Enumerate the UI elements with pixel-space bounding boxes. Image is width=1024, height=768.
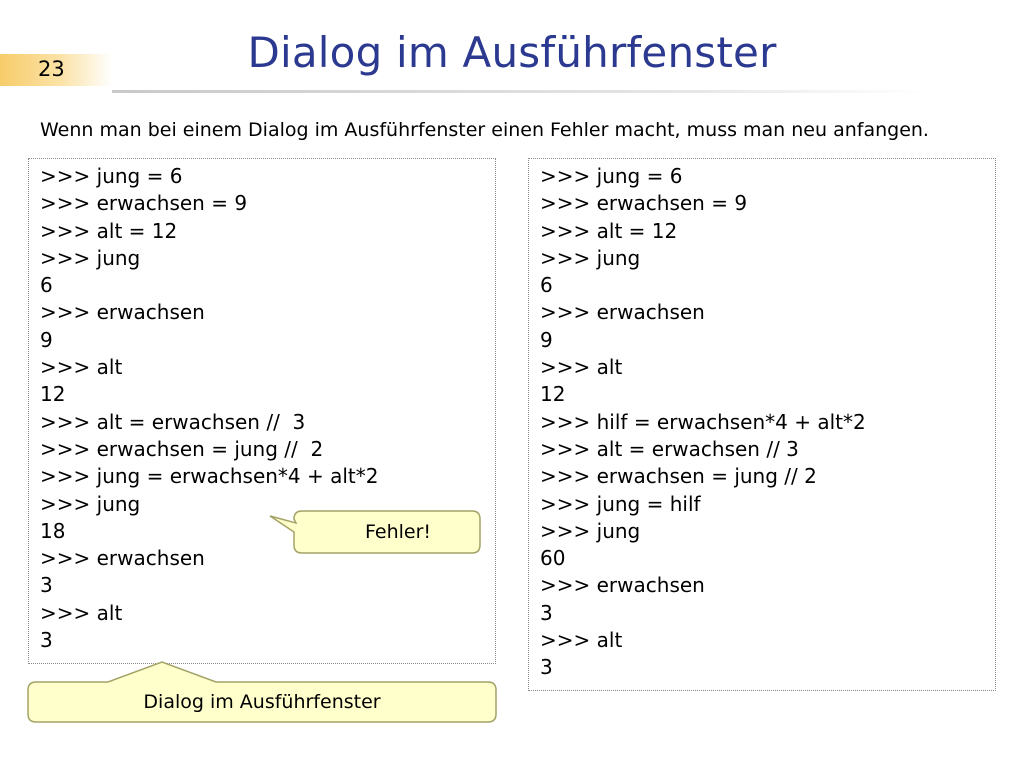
error-callout-label: Fehler! <box>364 521 432 543</box>
code-line: >>> erwachsen <box>40 546 205 571</box>
code-line: >>> erwachsen = 9 <box>40 191 248 216</box>
code-line: >>> erwachsen <box>40 300 205 325</box>
code-line: >>> jung <box>40 245 141 270</box>
code-line: 9 <box>40 327 53 352</box>
code-line: >>> alt = 12 <box>40 218 178 243</box>
code-line: >>> jung <box>540 518 641 543</box>
code-line: >>> erwachsen = 9 <box>540 191 748 216</box>
code-line: >>> erwachsen = jung // 2 <box>540 464 817 489</box>
code-line: >>> alt = erwachsen // 3 <box>40 409 306 434</box>
code-line: >>> jung <box>540 245 641 270</box>
code-line: 6 <box>540 273 553 298</box>
code-line: >>> alt <box>540 355 623 380</box>
code-line: >>> hilf = erwachsen*4 + alt*2 <box>540 409 866 434</box>
code-line: >>> jung = 6 <box>540 164 683 188</box>
code-line: >>> jung = hilf <box>540 491 701 516</box>
code-line: 3 <box>40 573 53 598</box>
slide-number: 23 <box>38 57 65 81</box>
code-line: 9 <box>540 327 553 352</box>
code-line: >>> jung = erwachsen*4 + alt*2 <box>40 464 379 489</box>
code-line: >>> alt <box>40 600 123 625</box>
code-line: >>> alt <box>540 628 623 653</box>
intro-text: Wenn man bei einem Dialog im Ausführfenster einen Fehler macht, muss man neu anfangen. <box>40 119 929 141</box>
code-line: >>> jung <box>40 491 141 516</box>
code-line: >>> alt = erwachsen // 3 <box>540 436 799 461</box>
code-line: 18 <box>40 518 66 543</box>
code-line: >>> erwachsen = jung // 2 <box>40 436 324 461</box>
page-title: Dialog im Ausführfenster <box>247 28 777 77</box>
code-line: >>> jung = 6 <box>40 164 183 188</box>
code-line: 12 <box>540 382 566 407</box>
code-line: 60 <box>540 546 566 571</box>
code-line: 3 <box>540 655 553 680</box>
code-line: 12 <box>40 382 66 407</box>
code-line: 6 <box>40 273 53 298</box>
code-line: >>> alt = 12 <box>540 218 678 243</box>
code-line: 3 <box>40 628 53 653</box>
code-line: 3 <box>540 600 553 625</box>
code-line: >>> erwachsen <box>540 300 705 325</box>
code-line: >>> alt <box>40 355 123 380</box>
code-line: >>> erwachsen <box>540 573 705 598</box>
dialog-callout-label: Dialog im Ausführfenster <box>143 691 381 713</box>
